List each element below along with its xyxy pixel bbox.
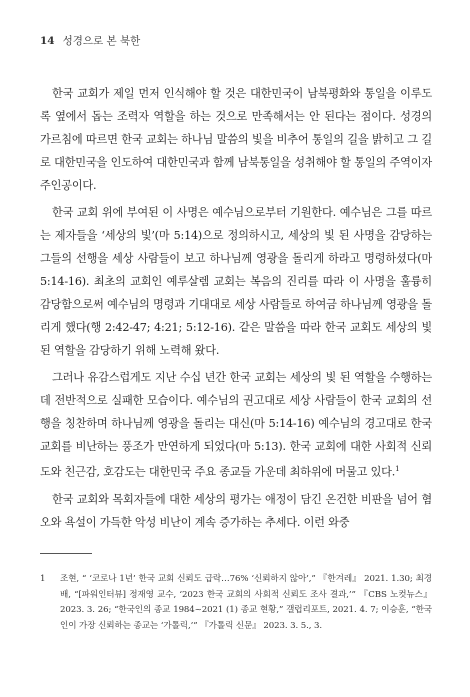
running-header [40, 33, 140, 48]
body-text [40, 82, 432, 534]
footnote-divider [40, 553, 92, 554]
paragraph-3 [40, 366, 432, 484]
running-title: 성경으로 본 북한 [62, 35, 141, 47]
paragraph-3-text: 그러나 유감스럽게도 지난 수십 년간 한국 교회는 세상의 빛 된 역할을 수행하는 데 전반적으로 실패한 모습이다. 예수님의 권고대로 세상 사람들이 한국 교회의 선행을 칭찬하며 하나님께 영광을 돌리는 대신(마 5:14-16) 예수님의 경고대로 한국 교회를 비난하는 풍조가 만연하게 되었다(마 5:13). 한국 교회에 대한 사회적 신뢰도와 친근감, 호감도는 대한민국 주요 종교들 가운데 최하위에 머물고 있다. [40, 371, 432, 479]
footnote [40, 572, 432, 634]
paragraph-2: 한국 교회 위에 부여된 이 사명은 예수님으로부터 기원한다. 예수님은 그를 따르는 제자들을 ‘세상의 빛’(마 5:14)으로 정의하시고, 세상의 빛 된 사명을 감당하는 그들의 선행을 세상 사람들이 보고 하나님께 영광을 돌리게 하라고 명령하셨다(마 5:14-16). 최초의 교회인 예루살렘 교회는 복음의 진리를 따라 이 사명을 훌륭히 감당함으로써 예수님의 명령과 기대대로 세상 사람들로 하여금 하나님께 영광을 돌리게 했다(행 2:42-47; 4:21; 5:12-16). 같은 말씀을 따라 한국 교회도 세상의 빛된 역할을 감당하기 위해 노력해 왔다. [40, 206, 432, 357]
paragraph-4: 한국 교회와 목회자들에 대한 세상의 평가는 애정이 담긴 온건한 비판을 넘어 혐오와 욕설이 가득한 악성 비난이 계속 증가하는 추세다. 이런 와중 [40, 492, 432, 529]
page-number: 14 [40, 35, 55, 47]
footnote-reference[interactable]: 1 [395, 465, 400, 473]
footnote-text: 조현, “ ‘코로나 1년’ 한국 교회 신뢰도 급락…76% ‘신뢰하지 않아’,” 『한겨레』 2021. 1.30; 최경배, “[파워인터뷰] 정재영 교수, ‘2023 한국 교회의 사회적 신뢰도 조사 결과,’” 『CBS 노컷뉴스』 2023. 3. 26; “한국인의 종교 1984~2021 (1) 종교 현황,” 갤럽리포트, 2021. 4. 7; 이승훈, “한국인이 가장 신뢰하는 종교는 ‘가톨릭,’” 『가톨릭 신문』 2023. 3. 5., 3. [60, 574, 432, 631]
paragraph-1: 한국 교회가 제일 먼저 인식해야 할 것은 대한민국이 남북평화와 통일을 이루도록 옆에서 돕는 조력자 역할을 하는 것으로 만족해서는 안 된다는 점이다. 성경의 가르침에 따르면 한국 교회는 하나님 말씀의 빛을 비추어 통일의 길을 밝히고 그 길로 대한민국을 인도하여 대한민국과 함께 남북통일을 성취해야 할 통일의 주역이자 주인공이다. [40, 87, 432, 192]
footnote-number: 1 [40, 574, 46, 584]
